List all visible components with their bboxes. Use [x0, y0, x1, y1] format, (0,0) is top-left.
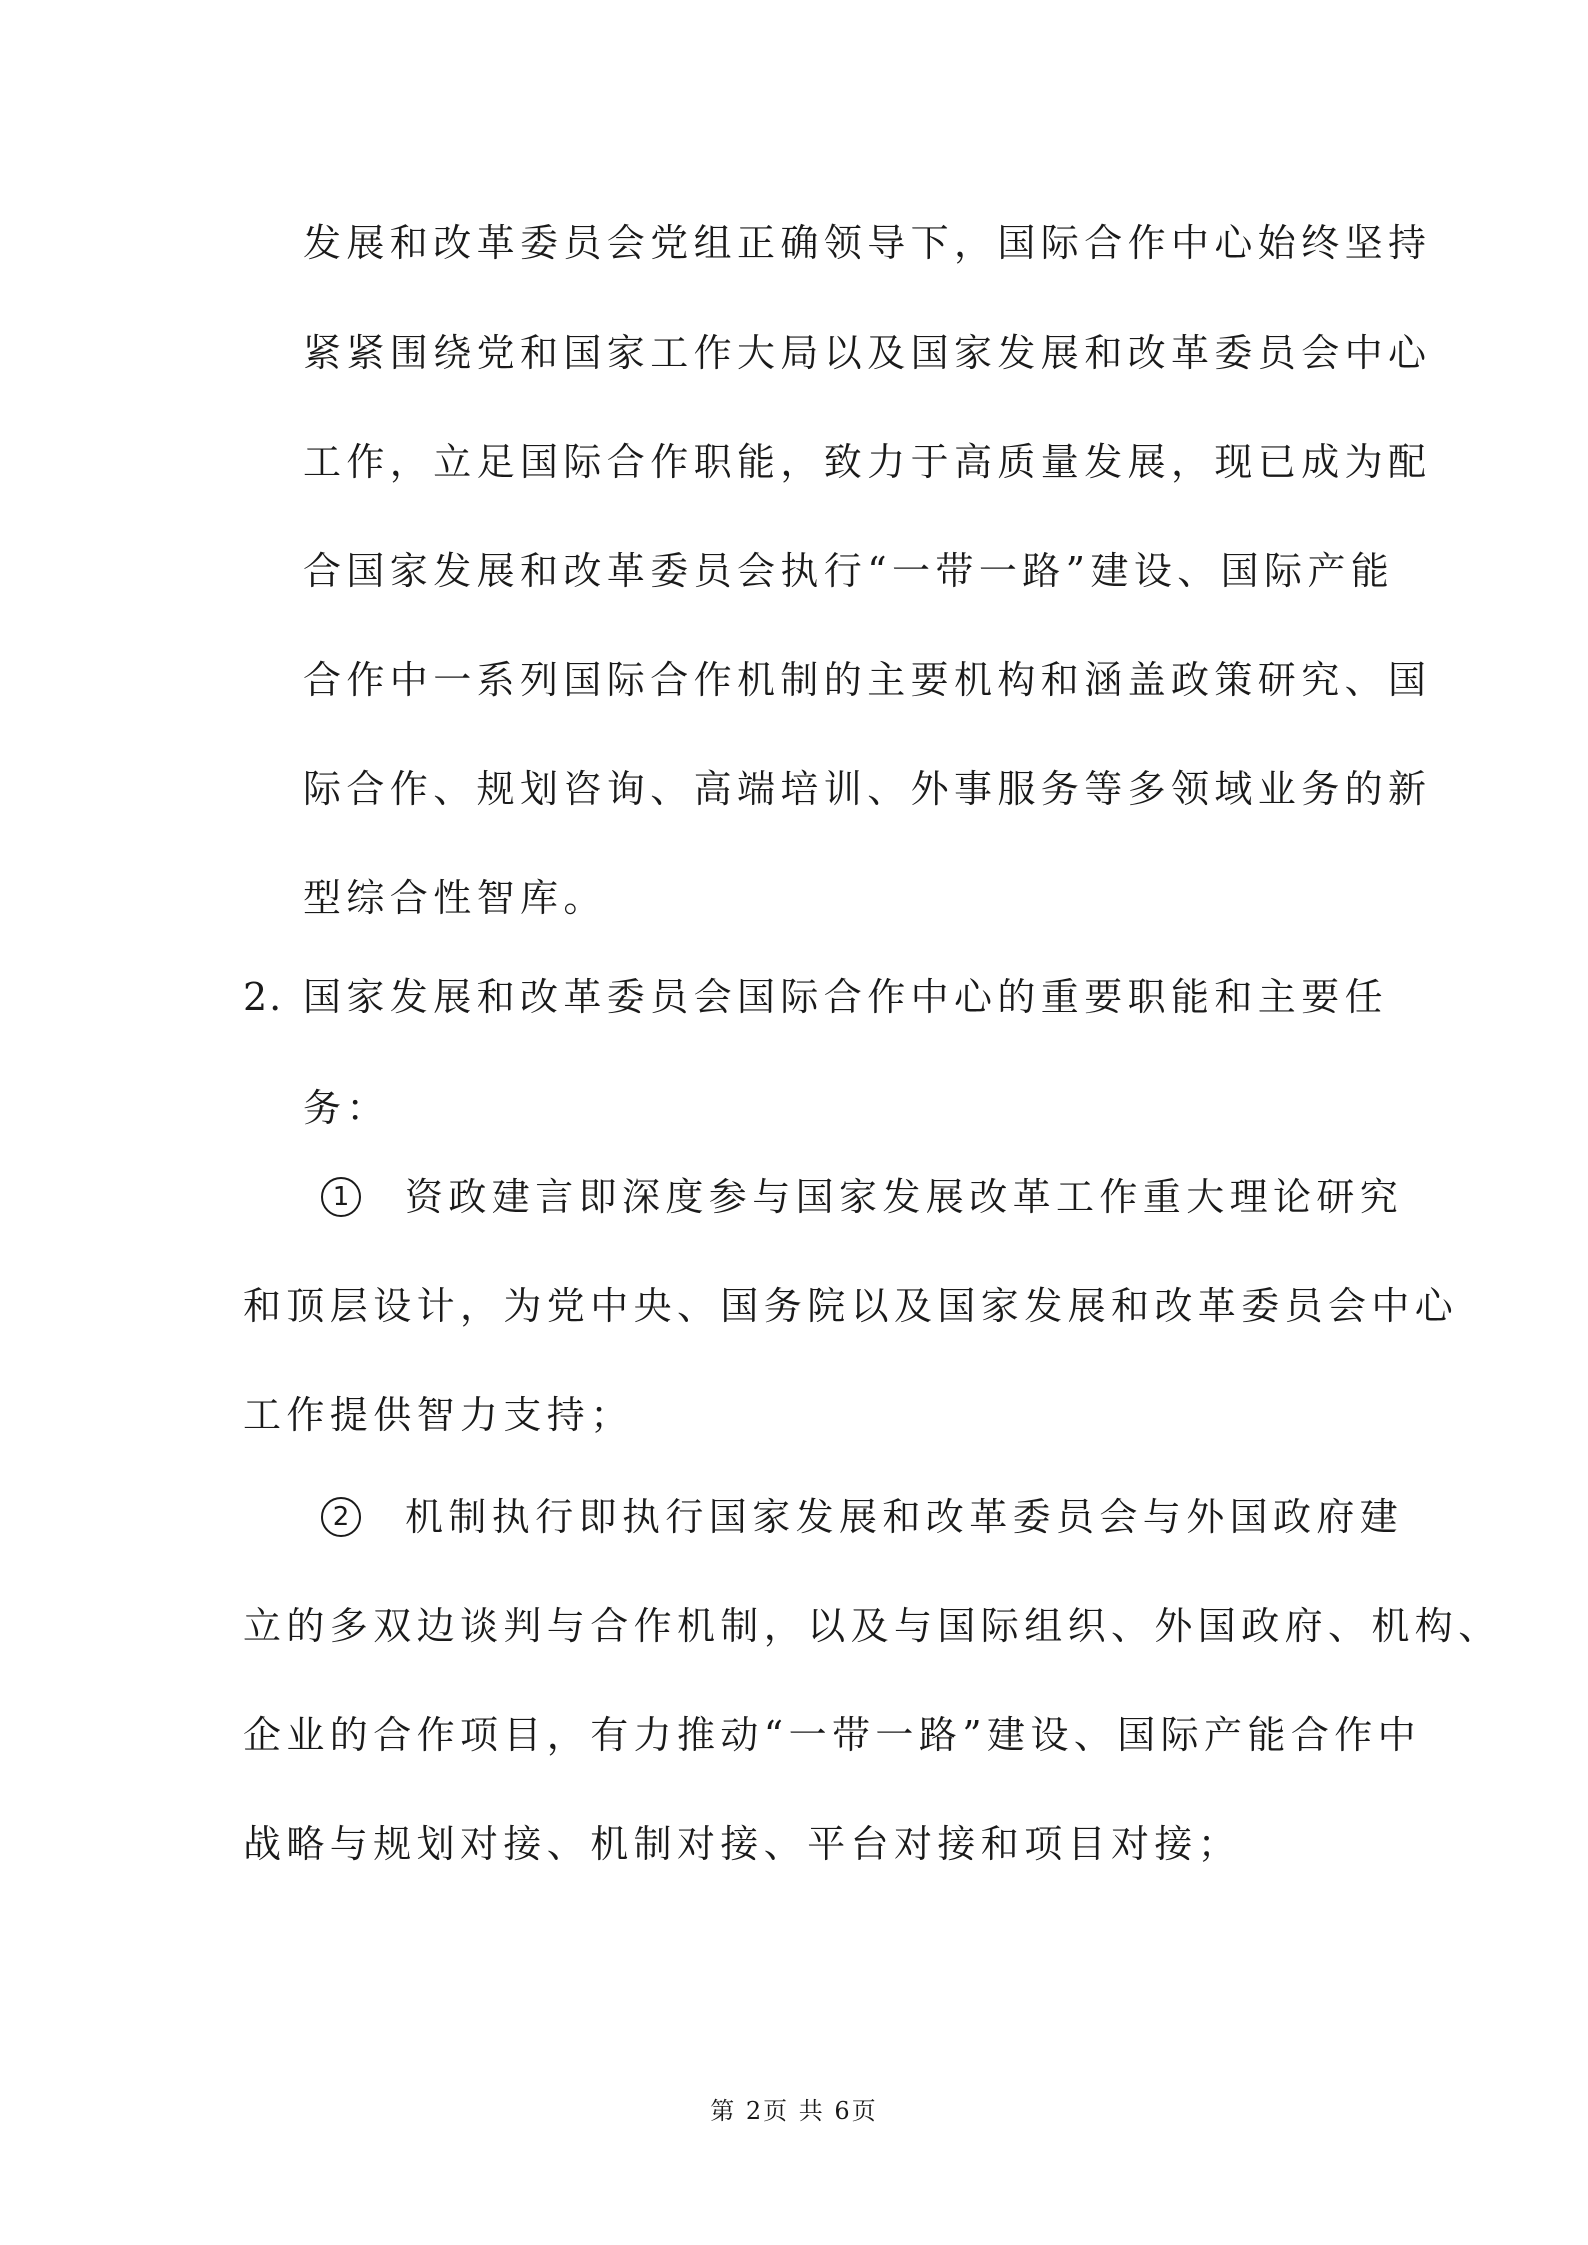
circled-number-2: 2: [321, 1497, 361, 1537]
item-line: 立的多双边谈判与合作机制，以及与国际组织、外国政府、机构、: [243, 1604, 1502, 1648]
paragraph-line: 发展和改革委员会党组正确领导下，国际合作中心始终坚持: [303, 221, 1432, 265]
item-line: 企业的合作项目，有力推动“一带一路”建设、国际产能合作中: [243, 1713, 1422, 1757]
page-footer: 第 2页 共 6页: [710, 2097, 878, 2125]
paragraph-line: 际合作、规划咨询、高端培训、外事服务等多领域业务的新: [303, 767, 1432, 811]
item-line: 机制执行即执行国家发展和改革委员会与外国政府建: [405, 1495, 1404, 1539]
list-number: 2.: [243, 975, 284, 1019]
paragraph-line: 工作，立足国际合作职能，致力于高质量发展，现已成为配: [303, 440, 1432, 484]
paragraph-line: 型综合性智库。: [303, 876, 607, 920]
paragraph-line: 合作中一系列国际合作机制的主要机构和涵盖政策研究、国: [303, 658, 1432, 702]
paragraph-line: 紧紧围绕党和国家工作大局以及国家发展和改革委员会中心: [303, 331, 1432, 375]
heading-line: 务：: [303, 1086, 390, 1130]
item-line: 资政建言即深度参与国家发展改革工作重大理论研究: [405, 1175, 1404, 1219]
heading-line: 国家发展和改革委员会国际合作中心的重要职能和主要任: [303, 975, 1389, 1019]
item-line: 和顶层设计，为党中央、国务院以及国家发展和改革委员会中心: [243, 1284, 1459, 1328]
item-line: 工作提供智力支持；: [243, 1393, 634, 1437]
paragraph-line: 合国家发展和改革委员会执行“一带一路”建设、国际产能: [303, 549, 1395, 593]
circled-number-1: 1: [321, 1177, 361, 1217]
item-line: 战略与规划对接、机制对接、平台对接和项目对接；: [243, 1822, 1242, 1866]
